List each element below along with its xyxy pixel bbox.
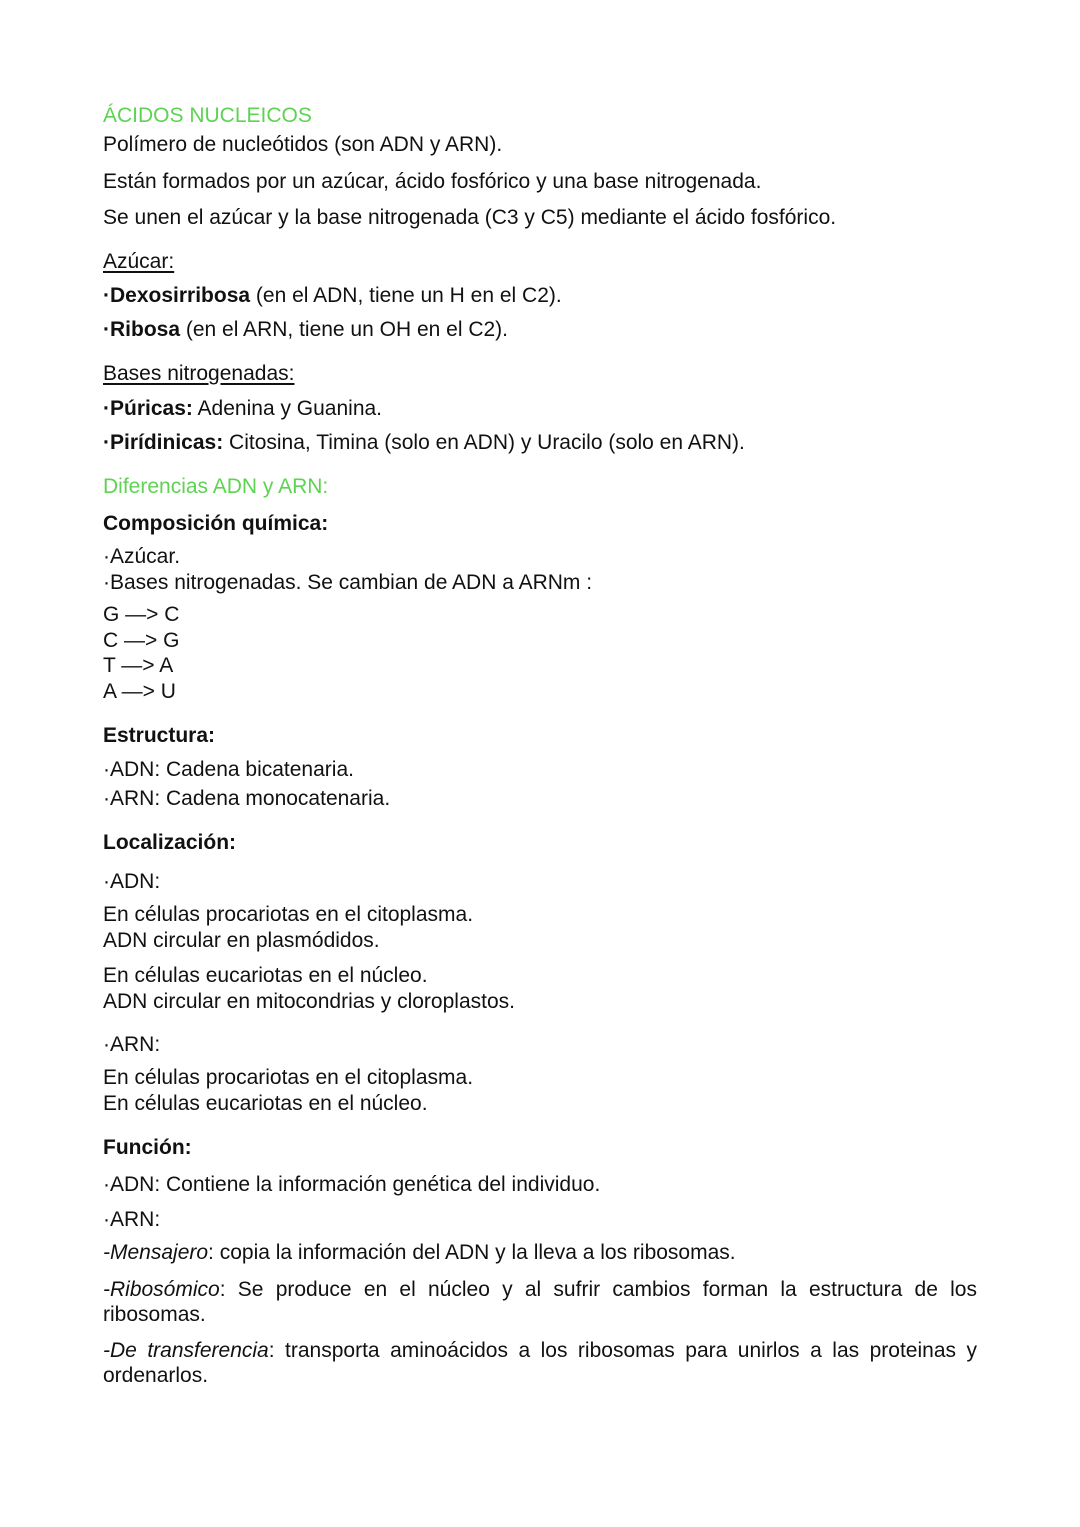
base-pair: G —> C xyxy=(103,603,180,626)
bases-item xyxy=(103,396,382,421)
sugar-item-name: ·Ribosa xyxy=(103,318,181,341)
composition-heading: Composición química: xyxy=(103,512,329,535)
structure-item: ·ARN: Cadena monocatenaria. xyxy=(103,787,391,810)
sugar-item xyxy=(103,283,562,308)
arn-type xyxy=(103,1240,736,1265)
arn-type-name: -Mensajero xyxy=(103,1241,209,1264)
location-adn-label: ·ADN: xyxy=(103,870,161,893)
bases-heading: Bases nitrogenadas: xyxy=(103,362,295,385)
arn-type xyxy=(103,1277,977,1327)
location-adn-line: ADN circular en plasmódidos. xyxy=(103,929,380,952)
structure-item: ·ADN: Cadena bicatenaria. xyxy=(103,758,354,781)
bases-item-name: ·Púricas: xyxy=(103,397,193,420)
bases-item xyxy=(103,430,745,455)
sugar-item xyxy=(103,317,508,342)
bases-item-text: Citosina, Timina (solo en ADN) y Uracilo (solo en ARN). xyxy=(223,431,745,454)
sugar-heading: Azúcar: xyxy=(103,250,175,273)
function-adn: ·ADN: Contiene la información genética del individuo. xyxy=(103,1173,601,1196)
sugar-item-text: (en el ADN, tiene un H en el C2). xyxy=(250,284,562,307)
bases-item-text: Adenina y Guanina. xyxy=(192,397,383,420)
base-pair: C —> G xyxy=(103,629,180,652)
structure-heading: Estructura: xyxy=(103,724,216,747)
intro-line: Polímero de nucleótidos (son ADN y ARN). xyxy=(103,133,503,156)
function-arn-label: ·ARN: xyxy=(103,1208,161,1231)
location-arn-line: En células procariotas en el citoplasma. xyxy=(103,1066,474,1089)
location-arn-label: ·ARN: xyxy=(103,1033,161,1056)
location-adn-line: En células procariotas en el citoplasma. xyxy=(103,903,474,926)
location-heading: Localización: xyxy=(103,831,237,854)
function-heading: Función: xyxy=(103,1136,192,1159)
base-pair: T —> A xyxy=(103,654,174,677)
arn-type-name: -De transferencia xyxy=(103,1339,269,1362)
base-pair: A —> U xyxy=(103,680,176,703)
sugar-item-name: ·Dexosirribosa xyxy=(103,284,251,307)
sugar-item-text: (en el ARN, tiene un OH en el C2). xyxy=(180,318,509,341)
intro-line: Se unen el azúcar y la base nitrogenada (C3 y C5) mediante el ácido fosfórico. xyxy=(103,206,837,229)
bases-item-name: ·Pirídinicas: xyxy=(103,431,224,454)
differences-heading: Diferencias ADN y ARN: xyxy=(103,475,329,498)
arn-type-name: -Ribosómico xyxy=(103,1278,220,1301)
arn-type-text: : copia la información del ADN y la lleva a los ribosomas. xyxy=(208,1241,736,1264)
location-adn-line: ADN circular en mitocondrias y cloroplastos. xyxy=(103,990,515,1013)
intro-line: Están formados por un azúcar, ácido fosfórico y una base nitrogenada. xyxy=(103,170,762,193)
arn-type-text: : transporta aminoácidos a los ribosomas para unirlos a las proteinas y ordenarlos. xyxy=(103,1339,977,1387)
arn-type-text: : Se produce en el núcleo y al sufrir cambios forman la estructura de los ribosomas. xyxy=(103,1278,977,1326)
page-title: ÁCIDOS NUCLEICOS xyxy=(103,104,312,127)
location-arn-line: En células eucariotas en el núcleo. xyxy=(103,1092,428,1115)
composition-item: ·Azúcar. xyxy=(103,545,181,568)
arn-type xyxy=(103,1338,977,1388)
composition-item: ·Bases nitrogenadas. Se cambian de ADN a ARNm : xyxy=(103,571,593,594)
location-adn-line: En células eucariotas en el núcleo. xyxy=(103,964,428,987)
